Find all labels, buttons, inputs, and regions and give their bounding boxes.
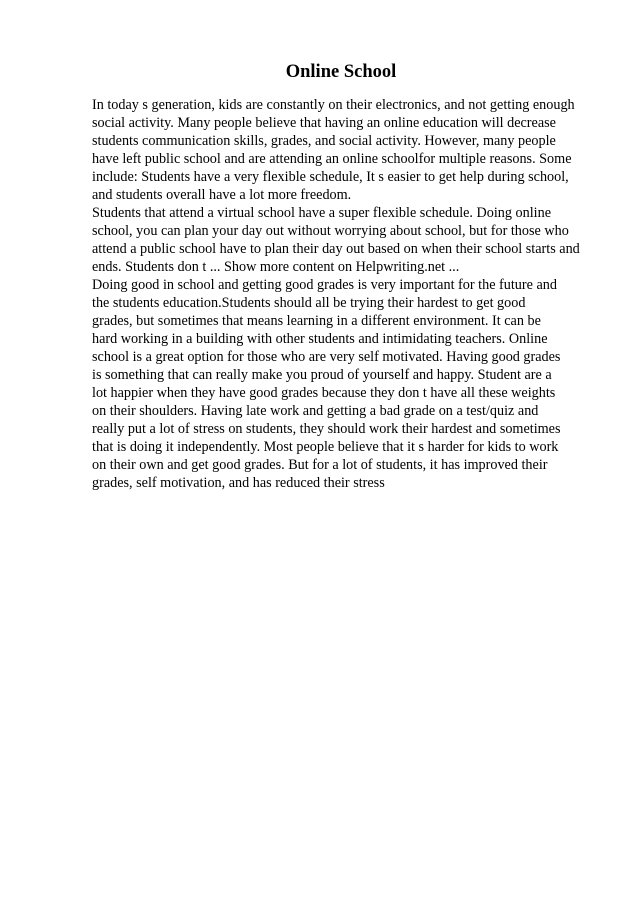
- body-line: on their own and get good grades. But for a lot of students, it has improved their: [92, 457, 548, 473]
- body-line: have left public school and are attending an online schoolfor multiple reasons. Some: [92, 151, 572, 167]
- body-line: Doing good in school and getting good grades is very important for the future and: [92, 277, 557, 293]
- body-line: ends. Students don t ... Show more content on Helpwriting.net ...: [92, 259, 460, 275]
- body-line: social activity. Many people believe that having an online education will decrease: [92, 115, 556, 131]
- body-line: hard working in a building with other students and intimidating teachers. Online: [92, 331, 548, 347]
- body-line: attend a public school have to plan their day out based on when their school starts and: [92, 241, 580, 257]
- body-line: on their shoulders. Having late work and getting a bad grade on a test/quiz and: [92, 403, 539, 419]
- body-line: lot happier when they have good grades because they don t have all these weights: [92, 385, 556, 401]
- body-line: Students that attend a virtual school have a super flexible schedule. Doing online: [92, 205, 552, 221]
- body-line: In today s generation, kids are constantly on their electronics, and not getting enough: [92, 97, 575, 113]
- body-line: the students education.Students should all be trying their hardest to get good: [92, 295, 526, 311]
- body-line: grades, self motivation, and has reduced their stress: [92, 475, 385, 491]
- body-line: really put a lot of stress on students, they should work their hardest and sometimes: [92, 421, 561, 437]
- body-line: students communication skills, grades, and social activity. However, many people: [92, 133, 556, 149]
- body-line: and students overall have a lot more freedom.: [92, 187, 352, 203]
- body-line: school is a great option for those who are very self motivated. Having good grades: [92, 349, 561, 365]
- document-body: [92, 96, 602, 492]
- body-line: school, you can plan your day out without worrying about school, but for those who: [92, 223, 569, 239]
- body-line: is something that can really make you proud of yourself and happy. Student are a: [92, 367, 552, 383]
- body-line: that is doing it independently. Most people believe that it s harder for kids to work: [92, 439, 559, 455]
- document-title: Online School: [285, 62, 397, 82]
- body-line: include: Students have a very flexible schedule, It s easier to get help during school,: [92, 169, 569, 185]
- body-line: grades, but sometimes that means learning in a different environment. It can be: [92, 313, 541, 329]
